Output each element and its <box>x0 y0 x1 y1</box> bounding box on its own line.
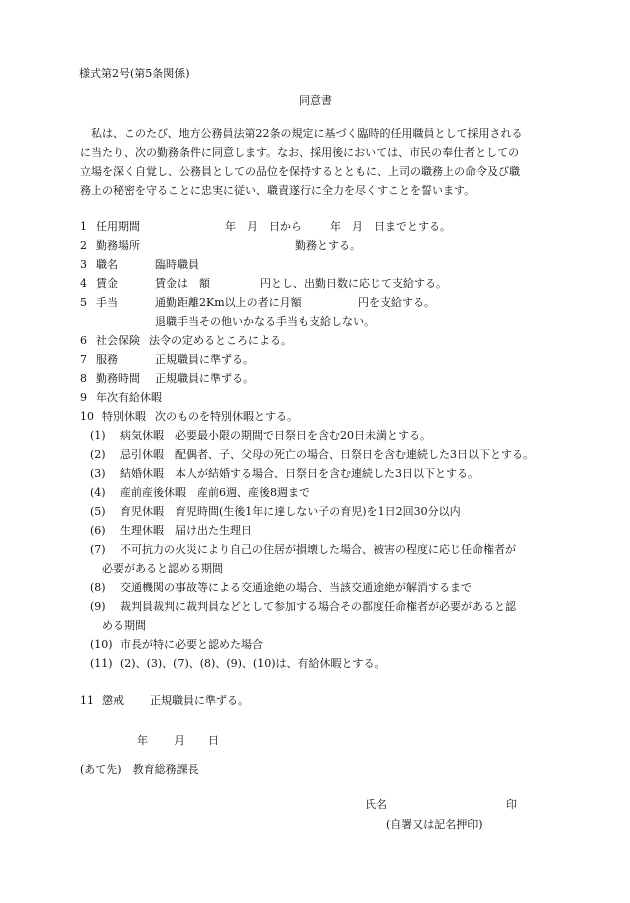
term-label: 服務 <box>96 353 118 366</box>
term-text: 正規職員に準ずる。 <box>155 372 254 385</box>
term-row-annual-leave <box>80 391 570 407</box>
leave-item <box>90 581 560 597</box>
leave-text: 生理休暇 届け出た生理日 <box>120 524 252 537</box>
leave-item <box>90 638 560 654</box>
term-row-job-title <box>80 258 570 274</box>
leave-text: 交通機関の事故等による交通途絶の場合、当該交通途絶が解消するまで <box>120 581 472 594</box>
leave-number: (5) <box>90 505 106 518</box>
term-number: 7 <box>80 353 87 366</box>
leave-text: 結婚休暇 本人が結婚する場合、日祭日を含む連続した3日以下とする。 <box>120 467 479 480</box>
date-year: 年 <box>137 734 148 747</box>
leave-item <box>90 429 560 445</box>
date-day: 日 <box>208 734 219 747</box>
leave-item <box>90 486 560 502</box>
term-label: 賃金 <box>96 277 118 290</box>
term-label: 社会保険 <box>96 334 140 347</box>
term-row-social-insurance <box>80 334 570 350</box>
term-label: 職名 <box>96 258 118 271</box>
leave-number: (6) <box>90 524 106 537</box>
leave-text: 市長が特に必要と認めた場合 <box>120 638 263 651</box>
term-label: 年次有給休暇 <box>96 391 162 404</box>
leave-item-cont <box>90 619 560 635</box>
term-text-2: 円とし、出勤日数に応じて支給する。 <box>260 277 447 290</box>
leave-number: (1) <box>90 429 106 442</box>
leave-number: (2) <box>90 448 106 461</box>
term-text: 年 月 日から <box>225 220 302 233</box>
leave-number: (7) <box>90 543 106 556</box>
leave-number: (4) <box>90 486 106 499</box>
term-text: 正規職員に準ずる。 <box>155 353 254 366</box>
leave-number: (9) <box>90 600 106 613</box>
leave-number: (11) <box>90 657 113 670</box>
leave-item <box>90 657 560 673</box>
leave-text: 忌引休暇 配偶者、子、父母の死亡の場合、日祭日を含む連続した3日以下とする。 <box>120 448 534 461</box>
term-row-special-leave <box>80 410 570 426</box>
addressee: (あて先) 教育総務課長 <box>80 763 199 776</box>
term-number: 5 <box>80 296 87 309</box>
term-label: 特別休暇 <box>102 410 146 423</box>
term-label: 任用期間 <box>96 220 140 233</box>
term-text: 勤務とする。 <box>295 239 361 252</box>
leave-text: (2)、(3)、(7)、(8)、(9)、(10)は、有給休暇とする。 <box>120 657 386 670</box>
term-row-wage <box>80 277 570 293</box>
leave-text: 不可抗力の火災により自己の住居が損壊した場合、被害の程度に応じ任命権者が <box>120 543 516 556</box>
term-number: 10 <box>80 410 94 423</box>
leave-text: 病気休暇 必要最小限の期間で日祭日を含む20日未満とする。 <box>120 429 431 442</box>
leave-number: (3) <box>90 467 106 480</box>
term-row-service <box>80 353 570 369</box>
term-number: 1 <box>80 220 87 233</box>
term-label: 懲戒 <box>102 694 124 707</box>
term-number: 8 <box>80 372 87 385</box>
leave-number: (8) <box>90 581 106 594</box>
term-label: 勤務場所 <box>96 239 140 252</box>
date-line <box>80 734 570 750</box>
term-row-allowance <box>80 296 570 312</box>
term-text: 通勤距離2Km以上の者に月額 <box>155 296 302 309</box>
term-text: 次のものを特別休暇とする。 <box>155 410 298 423</box>
paragraph-line: 立場を深く自覚し、公務員としての品位を保持するとともに、上司の職務上の命令及び職 <box>80 165 520 178</box>
form-number-label: 様式第2号(第5条関係) <box>79 67 190 80</box>
term-label: 手当 <box>96 296 118 309</box>
date-month: 月 <box>174 734 185 747</box>
term-text: 賃金は 額 <box>155 277 210 290</box>
term-number: 11 <box>80 694 94 707</box>
leave-number: (10) <box>90 638 113 651</box>
term-label: 勤務時間 <box>96 372 140 385</box>
leave-text: 育児休暇 育児時間(生後1年に達しない子の育児)を1日2回30分以内 <box>120 505 461 518</box>
leave-item <box>90 600 560 616</box>
leave-text-cont: める期間 <box>102 619 146 632</box>
term-number: 2 <box>80 239 87 252</box>
term-number: 6 <box>80 334 87 347</box>
term-number: 4 <box>80 277 87 290</box>
leave-item <box>90 505 560 521</box>
term-number: 3 <box>80 258 87 271</box>
leave-item <box>90 524 560 540</box>
leave-text-cont: 必要があると認める期間 <box>102 562 223 575</box>
term-row-working-hours <box>80 372 570 388</box>
signature-name-label: 氏名 <box>365 798 387 811</box>
term-row-discipline <box>80 694 570 710</box>
paragraph-line: に当たり、次の勤務条件に同意します。なお、採用後においては、市民の奉仕者としての <box>80 146 520 159</box>
paragraph-line: 私は、このたび、地方公務員法第22条の規定に基づく臨時的任用職員として採用される <box>80 127 523 140</box>
seal-label: 印 <box>506 798 517 811</box>
term-text: 退職手当その他いかなる手当も支給しない。 <box>155 315 375 328</box>
signature-note: (自署又は記名押印) <box>386 818 483 831</box>
term-number: 9 <box>80 391 87 404</box>
term-text: 法令の定めるところによる。 <box>149 334 292 347</box>
term-row-workplace <box>80 239 570 255</box>
term-text-2: 年 月 日までとする。 <box>330 220 451 233</box>
term-row-allowance-cont <box>80 315 570 331</box>
leave-item <box>90 467 560 483</box>
term-text: 正規職員に準ずる。 <box>150 694 249 707</box>
paragraph-line: 務上の秘密を守ることに忠実に従い、職責遂行に全力を尽くすことを誓います。 <box>80 184 476 197</box>
term-text-2: 円を支給する。 <box>358 296 435 309</box>
leave-text: 産前産後休暇 産前6週、産後8週まで <box>120 486 310 499</box>
document-title: 同意書 <box>299 94 332 107</box>
term-text: 臨時職員 <box>155 258 199 271</box>
leave-item <box>90 448 560 464</box>
leave-item <box>90 543 560 559</box>
leave-text: 裁判員裁判に裁判員などとして参加する場合その都度任命権者が必要があると認 <box>120 600 516 613</box>
term-row-appointment-period <box>80 220 570 236</box>
leave-item-cont <box>90 562 560 578</box>
